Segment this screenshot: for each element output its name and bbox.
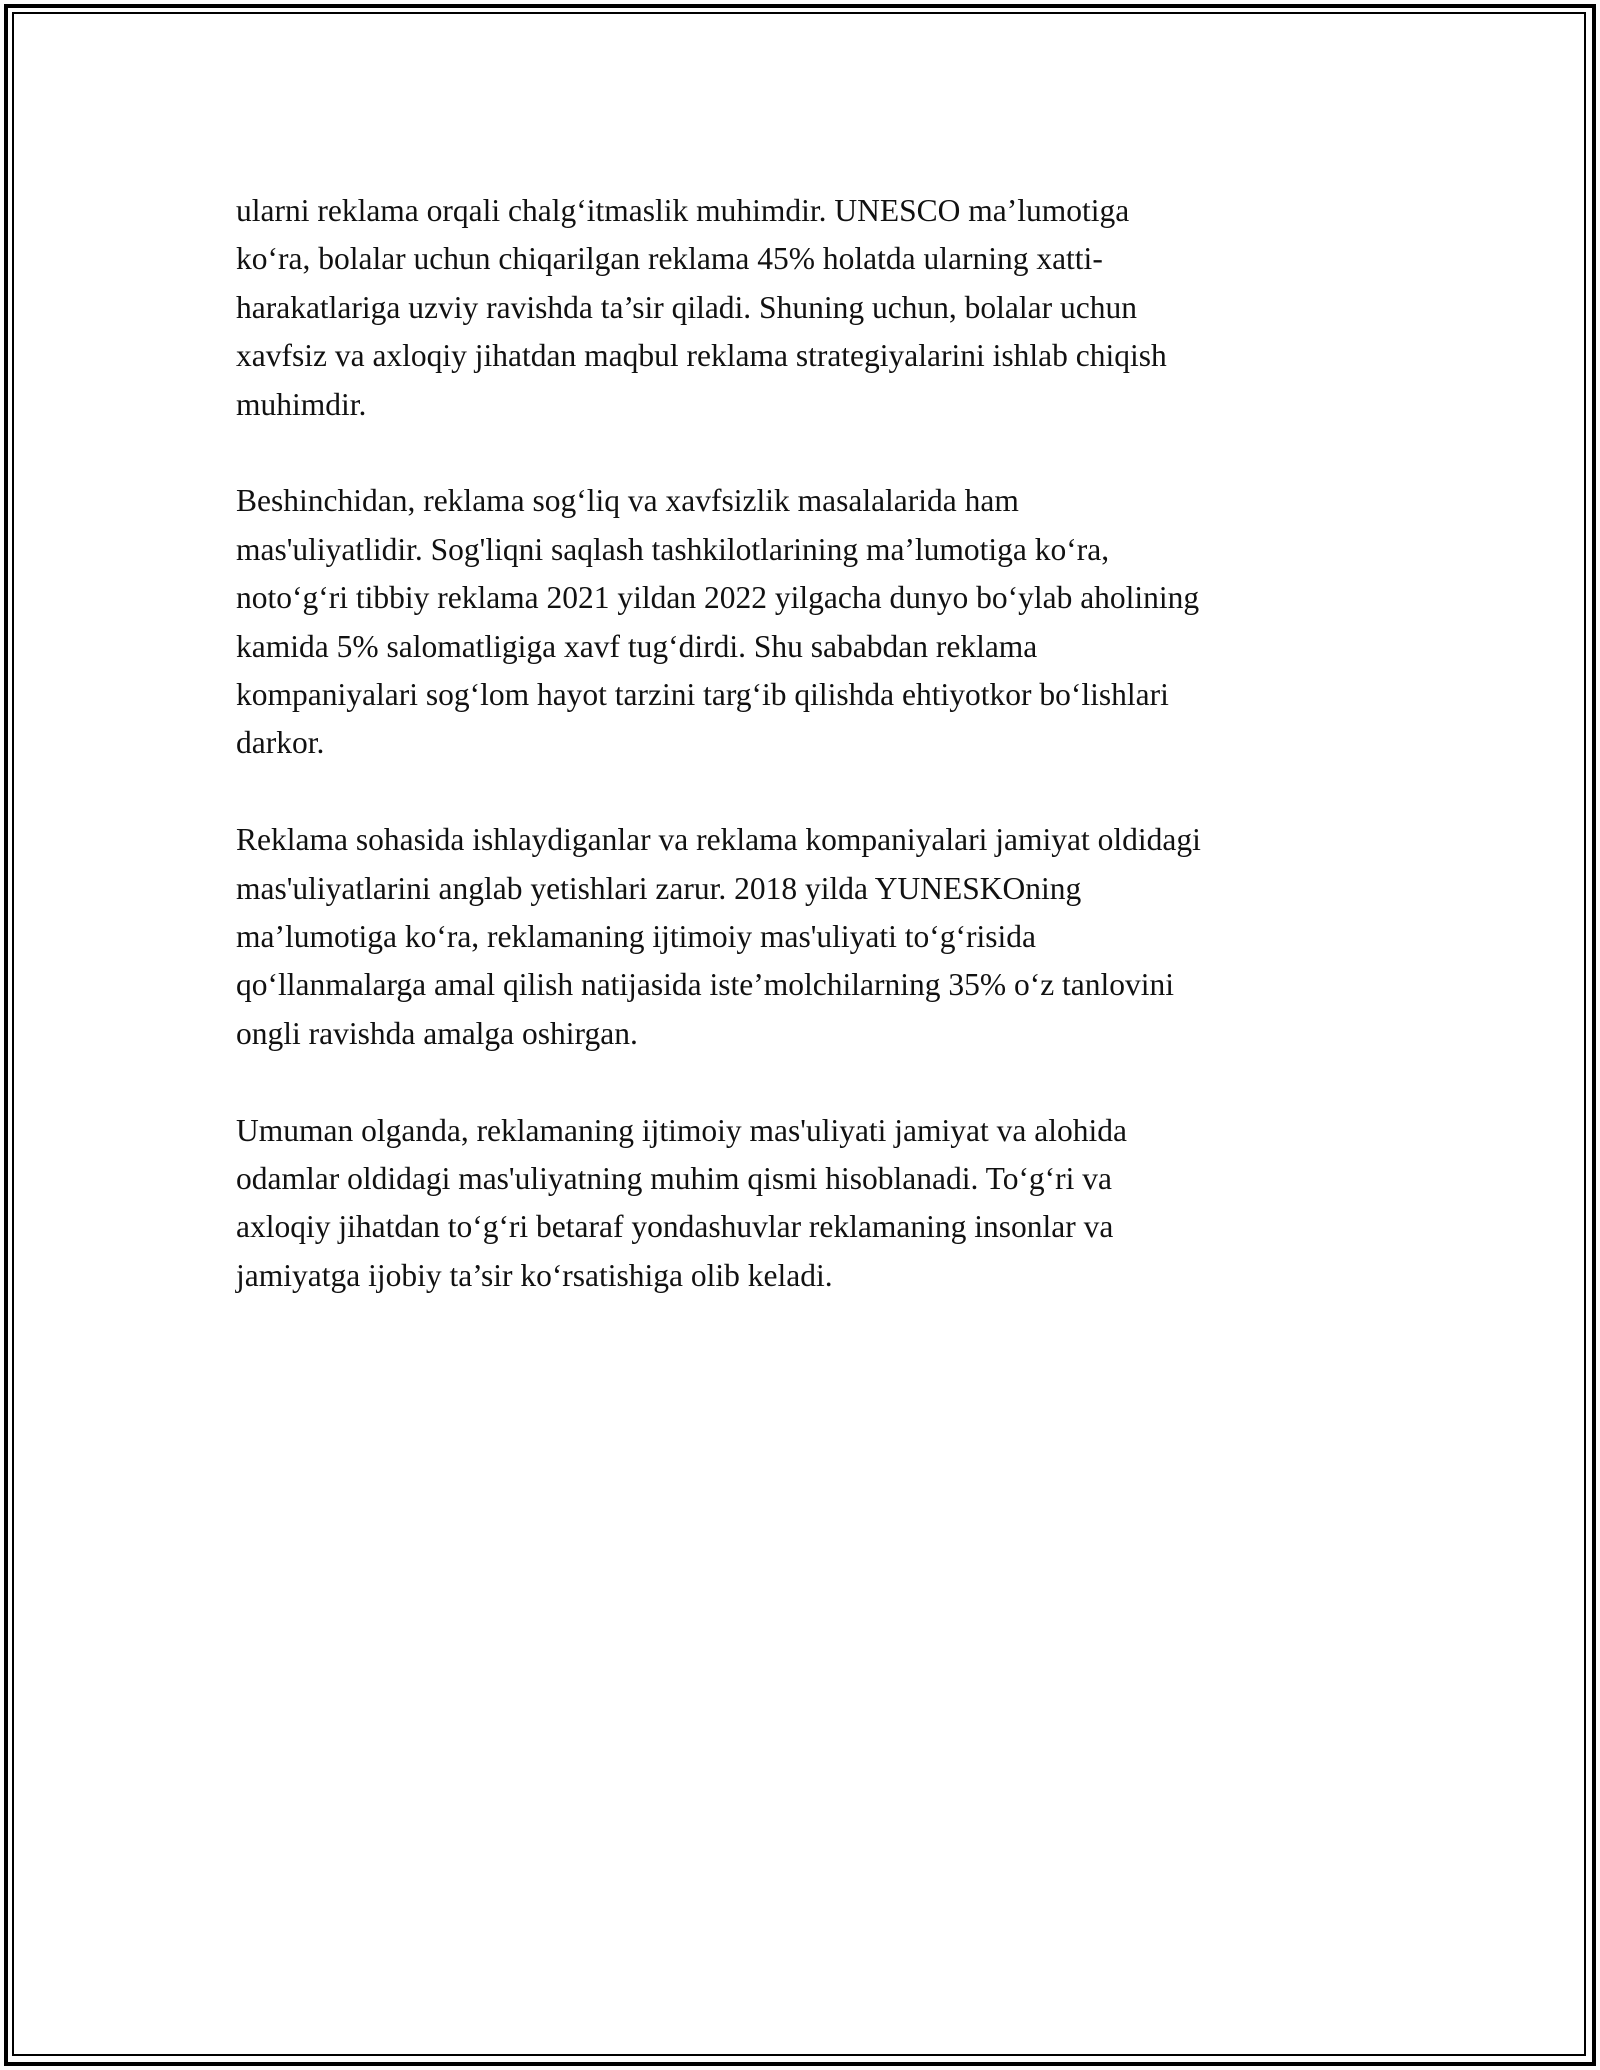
paragraph: Umuman olganda, reklamaning ijtimoiy mas'uliyati jamiyat va alohida odamlar oldidagi mas'uliyatning muhim qismi hisoblanadi. To‘g‘ri va axloqiy jihatdan to‘g‘ri betaraf yondashuvlar reklamaning insonlar va jamiyatga ijobiy ta’sir ko‘rsatishiga olib keladi. [236, 1112, 1127, 1293]
paragraph: Reklama sohasida ishlaydiganlar va reklama kompaniyalari jamiyat oldidagi mas'uliyatlarini anglab yetishlari zarur. 2018 yilda YUNESKOning ma’lumotiga ko‘ra, reklamaning ijtimoiy mas'uliyati to‘g‘risida qo‘llanmalarga amal qilish natijasida iste’molchilarning 35% o‘z tanlovini ongli ravishda amalga oshirgan. [236, 822, 1201, 1051]
paragraph: ularni reklama orqali chalg‘itmaslik muhimdir. UNESCO ma’lumotiga ko‘ra, bolalar uchun chiqarilgan reklama 45% holatda ularning xatti- harakatlariga uzviy ravishda ta’sir qiladi. Shuning uchun, bolalar uchun xavfsiz va axloqiy jihatdan maqbul reklama strategiyalarini ishlab chiqish muhimdir. [236, 193, 1167, 422]
document-body [236, 187, 1366, 1349]
paragraph: Beshinchidan, reklama sog‘liq va xavfsizlik masalalarida ham mas'uliyatlidir. Sog'liqni saqlash tashkilotlarining ma’lumotiga ko‘ra, noto‘g‘ri tibbiy reklama 2021 yildan 2022 yilgacha dunyo bo‘ylab aholining kamida 5% salomatligiga xavf tug‘dirdi. Shu sababdan reklama kompaniyalari sog‘lom hayot tarzini targ‘ib qilishda ehtiyotkor bo‘lishlari darkor. [236, 483, 1200, 761]
